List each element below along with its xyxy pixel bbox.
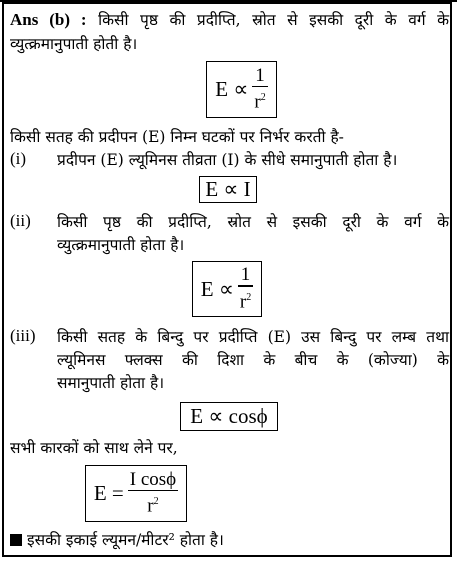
item-ii-line-1: किसी पृष्ठ की प्रदीप्ति, स्रोत से इसकी दूरी के वर्ग के (57, 213, 449, 231)
item-ii-line-2: व्युत्क्रमानुपाती होता है। (57, 236, 185, 254)
item-i-number: (i) (10, 149, 27, 168)
fraction (238, 265, 253, 313)
intro-line-2: व्युत्क्रमानुपाती होती है। (10, 35, 138, 53)
item-iii-line-3: समानुपाती होता है। (57, 374, 165, 392)
item-i-text: प्रदीपन (E) ल्यूमिनस तीव्रता (I) के सीधे समानुपाती होता है। (57, 151, 398, 169)
item-iii-line-2: ल्यूमिनस फ्लक्स की दिशा के बीच के (कोज्या) के (57, 351, 449, 369)
fraction (128, 470, 178, 518)
unit-text: इसकी इकाई ल्यूमन/मीटर² होता है। (27, 531, 224, 549)
numerator: 1 (240, 264, 251, 286)
formula-text: E ∝ cosϕ (190, 404, 268, 428)
unit-line (10, 529, 449, 551)
combine-line: सभी कारकों को साथ लेने पर, (10, 439, 178, 457)
formula-inverse-square-2 (192, 261, 262, 317)
item-ii-number: (ii) (10, 211, 31, 230)
formula-combined (85, 465, 187, 522)
item-iii-number: (iii) (10, 326, 36, 345)
depends-line: किसी सतह की प्रदीपन (E) निम्न घटकों पर निर्भर करती है- (10, 128, 344, 146)
answer-label: Ans (b) : (10, 10, 87, 29)
formula-text: E ∝ I (205, 177, 251, 201)
fraction (252, 66, 267, 114)
intro-line-1 (10, 9, 449, 31)
denominator: $r^2$ (239, 290, 252, 312)
numerator: I cosϕ (129, 468, 177, 490)
formula-lhs: E ∝ (200, 276, 234, 301)
item-iii-line-1: किसी सतह के बिन्दु पर प्रदीप्ति (E) उस बिन्दु पर लम्ब तथा (57, 328, 449, 346)
formula-lhs: E = (93, 481, 124, 505)
denominator: $r^2$ (147, 495, 159, 517)
numerator: 1 (255, 64, 265, 86)
formula-cosine (180, 402, 278, 431)
denominator: $r^2$ (254, 91, 266, 113)
square-bullet-icon (10, 534, 22, 546)
formula-inverse-square-1 (206, 61, 277, 118)
intro-text-1: किसी पृष्ठ की प्रदीप्ति, स्रोत से इसकी दूरी के वर्ग के (98, 11, 449, 29)
formula-lhs: E ∝ (215, 77, 249, 101)
formula-direct-intensity (199, 176, 257, 203)
